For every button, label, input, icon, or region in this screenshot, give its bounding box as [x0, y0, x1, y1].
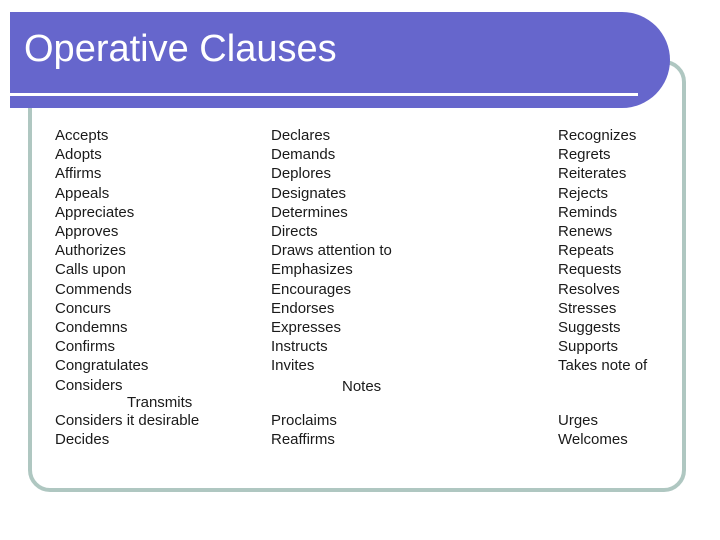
clause-item: Encourages [271, 280, 352, 298]
clause-item: Welcomes [558, 431, 628, 449]
clause-item: Invites [271, 357, 315, 375]
clause-item: Appreciates [55, 203, 135, 221]
clause-item: Instructs [271, 338, 328, 356]
clause-item: Repeats [558, 242, 614, 260]
clause-item: Resolves [558, 280, 620, 298]
clause-item: Regrets [558, 146, 611, 164]
clause-bottom-column-2 [271, 411, 337, 449]
clause-item: Appeals [55, 184, 110, 202]
clause-item: Urges [558, 412, 599, 429]
clause-item: Renews [558, 223, 613, 241]
clause-item: Condemns [55, 319, 128, 337]
clause-item: Determines [271, 203, 348, 221]
clause-item: Affirms [55, 165, 102, 183]
clause-item: Suggests [558, 319, 621, 337]
clause-item: Expresses [271, 319, 342, 337]
clause-bottom-column-3 [558, 411, 628, 449]
clause-item: Approves [55, 223, 119, 241]
clause-item: Adopts [55, 146, 102, 164]
clause-item: Proclaims [271, 412, 337, 429]
clause-item: Requests [558, 261, 622, 279]
clause-column-3 [558, 126, 647, 376]
clause-item: Rejects [558, 184, 609, 202]
clause-item: Reaffirms [271, 431, 335, 449]
clause-item: Reiterates [558, 165, 627, 183]
clause-item: Designates [271, 184, 347, 202]
clause-item: Authorizes [55, 242, 126, 260]
clause-item: Draws attention to [271, 242, 392, 260]
clause-transmits: Transmits [127, 394, 193, 411]
clause-item: Directs [271, 223, 318, 241]
clause-column-1 [55, 126, 148, 395]
clause-item: Commends [55, 280, 132, 298]
clause-item: Considers it desirable [55, 412, 200, 429]
clause-item: Confirms [55, 338, 116, 356]
clause-item: Decides [55, 431, 110, 449]
clause-notes: Notes [342, 378, 382, 395]
clause-item: Considers [55, 376, 123, 394]
clause-item: Accepts [55, 127, 109, 144]
clause-item: Calls upon [55, 261, 126, 279]
clause-item: Emphasizes [271, 261, 353, 279]
clause-item: Declares [271, 127, 331, 144]
slide-title: Operative Clauses [24, 28, 337, 70]
clause-item: Endorses [271, 299, 335, 317]
clause-item: Reminds [558, 203, 618, 221]
title-underline [10, 93, 638, 96]
clause-item: Takes note of [558, 357, 648, 375]
clause-item: Supports [558, 338, 619, 356]
clause-bottom-column-1 [55, 411, 199, 449]
clause-item: Congratulates [55, 357, 149, 375]
clause-item: Concurs [55, 299, 111, 317]
clause-item: Recognizes [558, 127, 637, 144]
clause-item: Demands [271, 146, 336, 164]
clause-item: Stresses [558, 299, 617, 317]
clause-item: Deplores [271, 165, 332, 183]
clause-column-2 [271, 126, 392, 376]
